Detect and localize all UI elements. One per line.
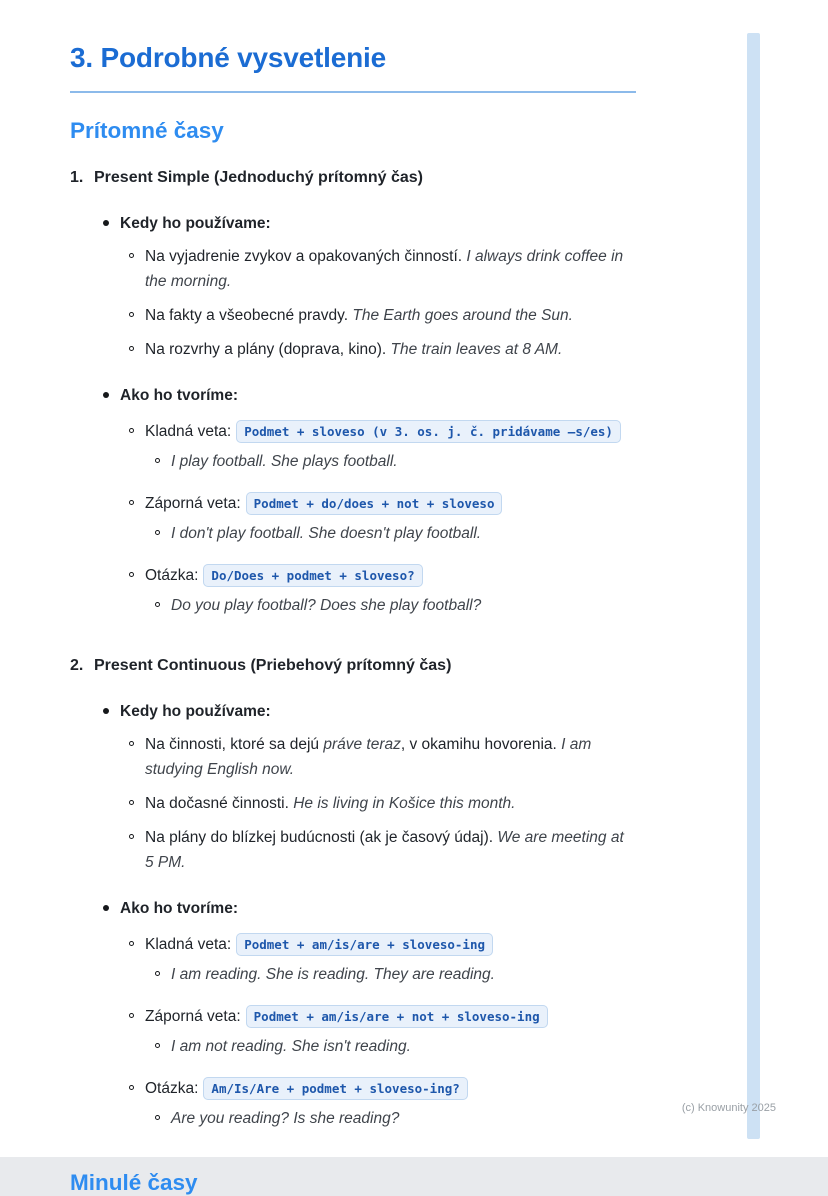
how-label: Ako ho tvoríme: bbox=[120, 900, 238, 917]
list-item-present-continuous bbox=[70, 653, 636, 1145]
usage-mid: , v okamihu hovorenia. bbox=[400, 736, 562, 753]
usage-text bbox=[145, 337, 562, 362]
code-chip: Podmet + am/is/are + not + sloveso-ing bbox=[246, 1005, 548, 1028]
form-rule bbox=[145, 929, 493, 960]
usage-text bbox=[145, 303, 573, 328]
example-row bbox=[155, 449, 636, 474]
usage-lead: Na vyjadrenie zvykov a opakovaných činností. bbox=[145, 248, 467, 265]
form-block-negative bbox=[94, 1001, 636, 1059]
example-row bbox=[155, 521, 636, 546]
footer-watermark: (c) Knowunity 2025 bbox=[681, 1102, 776, 1114]
code-chip: Podmet + do/does + not + sloveso bbox=[246, 492, 503, 515]
form-label: Záporná veta: bbox=[145, 495, 241, 512]
form-rule-row bbox=[129, 1073, 636, 1104]
form-block-question bbox=[94, 560, 636, 618]
section-heading-present-tenses: Prítomné časy bbox=[70, 118, 224, 143]
bullet-circle-icon bbox=[155, 1115, 160, 1120]
usage-item bbox=[129, 244, 636, 294]
usage-example: We are meeting at 5 PM. bbox=[145, 829, 624, 871]
usage-lead: Na dočasné činnosti. bbox=[145, 795, 294, 812]
usage-example: He is living in Košice this month. bbox=[293, 795, 516, 812]
page-title: 3. Podrobné vysvetlenie bbox=[70, 42, 636, 93]
usage-text bbox=[145, 791, 515, 816]
form-rule-row bbox=[129, 560, 636, 591]
usage-example: The train leaves at 8 AM. bbox=[390, 341, 563, 358]
example-sentence: I am reading. She is reading. They are reading. bbox=[171, 966, 495, 983]
example-row bbox=[155, 962, 636, 987]
bullet-circle-icon bbox=[129, 741, 134, 746]
usage-example: I am studying English now. bbox=[145, 736, 592, 778]
section-heading-past-tenses: Minulé časy bbox=[70, 1170, 198, 1195]
list-number: 1. bbox=[70, 169, 84, 186]
how-label-row bbox=[103, 383, 636, 408]
how-label-row bbox=[103, 896, 636, 921]
form-rule-row bbox=[129, 488, 636, 519]
bullet-circle-icon bbox=[129, 572, 134, 577]
form-block-affirmative bbox=[94, 929, 636, 987]
example-sentence: Are you reading? Is she reading? bbox=[171, 1110, 400, 1127]
form-block-negative bbox=[94, 488, 636, 546]
when-label: Kedy ho používame: bbox=[120, 215, 271, 232]
list-item-body bbox=[94, 165, 636, 632]
usage-lead: Na fakty a všeobecné pravdy. bbox=[145, 307, 353, 324]
example-sentence: Do you play football? Does she play football? bbox=[171, 597, 482, 614]
code-chip: Podmet + sloveso (v 3. os. j. č. pridávame –s/es) bbox=[236, 420, 621, 443]
bullet-circle-icon bbox=[129, 834, 134, 839]
form-label: Otázka: bbox=[145, 1080, 199, 1097]
item-title: Present Continuous (Priebehový prítomný čas) bbox=[94, 657, 452, 674]
form-rule-row bbox=[129, 1001, 636, 1032]
bullet-circle-icon bbox=[155, 1043, 160, 1048]
bullet-circle-icon bbox=[155, 602, 160, 607]
bullet-circle-icon bbox=[129, 346, 134, 351]
example-sentence: I am not reading. She isn't reading. bbox=[171, 1038, 411, 1055]
form-rule bbox=[145, 1073, 468, 1104]
item-title: Present Simple (Jednoduchý prítomný čas) bbox=[94, 169, 423, 186]
form-rule bbox=[145, 1001, 548, 1032]
when-label-row bbox=[103, 699, 636, 724]
usage-item bbox=[129, 732, 636, 782]
list-number: 2. bbox=[70, 657, 84, 674]
usage-lead: Na plány do blízkej budúcnosti (ak je časový údaj). bbox=[145, 829, 498, 846]
list-item-present-simple bbox=[70, 165, 636, 632]
form-rule-row bbox=[129, 416, 636, 447]
usage-item bbox=[129, 303, 636, 328]
usage-lead: Na rozvrhy a plány (doprava, kino). bbox=[145, 341, 391, 358]
bullet-circle-icon bbox=[155, 971, 160, 976]
list-item-body bbox=[94, 653, 636, 1145]
bullet-circle-icon bbox=[129, 1085, 134, 1090]
when-label-row bbox=[103, 211, 636, 236]
usage-example: The Earth goes around the Sun. bbox=[352, 307, 573, 324]
bullet-circle-icon bbox=[129, 428, 134, 433]
form-label: Otázka: bbox=[145, 567, 199, 584]
usage-lead: Na činnosti, ktoré sa dejú bbox=[145, 736, 324, 753]
bullet-circle-icon bbox=[129, 312, 134, 317]
form-rule bbox=[145, 560, 423, 591]
bullet-disc-icon bbox=[103, 220, 109, 226]
usage-text bbox=[145, 825, 636, 875]
code-chip: Am/Is/Are + podmet + sloveso-ing? bbox=[203, 1077, 467, 1100]
when-label: Kedy ho používame: bbox=[120, 703, 271, 720]
form-block-affirmative bbox=[94, 416, 636, 474]
usage-text bbox=[145, 244, 636, 294]
code-chip: Podmet + am/is/are + sloveso-ing bbox=[236, 933, 493, 956]
bullet-circle-icon bbox=[129, 1013, 134, 1018]
bullet-circle-icon bbox=[155, 458, 160, 463]
bullet-circle-icon bbox=[129, 941, 134, 946]
bullet-circle-icon bbox=[129, 800, 134, 805]
bullet-disc-icon bbox=[103, 708, 109, 714]
bullet-circle-icon bbox=[129, 253, 134, 258]
scrollbar-thumb[interactable] bbox=[747, 33, 760, 1139]
bullet-disc-icon bbox=[103, 905, 109, 911]
form-rule-row bbox=[129, 929, 636, 960]
example-row bbox=[155, 1034, 636, 1059]
usage-text bbox=[145, 732, 636, 782]
bullet-disc-icon bbox=[103, 392, 109, 398]
code-chip: Do/Does + podmet + sloveso? bbox=[203, 564, 422, 587]
usage-emphasis: práve teraz bbox=[323, 736, 401, 753]
form-label: Kladná veta: bbox=[145, 423, 232, 440]
example-sentence: I play football. She plays football. bbox=[171, 453, 398, 470]
usage-item bbox=[129, 337, 636, 362]
usage-item bbox=[129, 791, 636, 816]
form-rule bbox=[145, 416, 621, 447]
example-sentence: I don't play football. She doesn't play football. bbox=[171, 525, 482, 542]
form-label: Kladná veta: bbox=[145, 936, 232, 953]
form-rule bbox=[145, 488, 502, 519]
example-row bbox=[155, 593, 636, 618]
usage-item bbox=[129, 825, 636, 875]
usage-example: I always drink coffee in the morning. bbox=[145, 248, 624, 290]
bullet-circle-icon bbox=[155, 530, 160, 535]
document-content bbox=[70, 42, 636, 1196]
form-label: Záporná veta: bbox=[145, 1008, 241, 1025]
how-label: Ako ho tvoríme: bbox=[120, 387, 238, 404]
bullet-circle-icon bbox=[129, 500, 134, 505]
